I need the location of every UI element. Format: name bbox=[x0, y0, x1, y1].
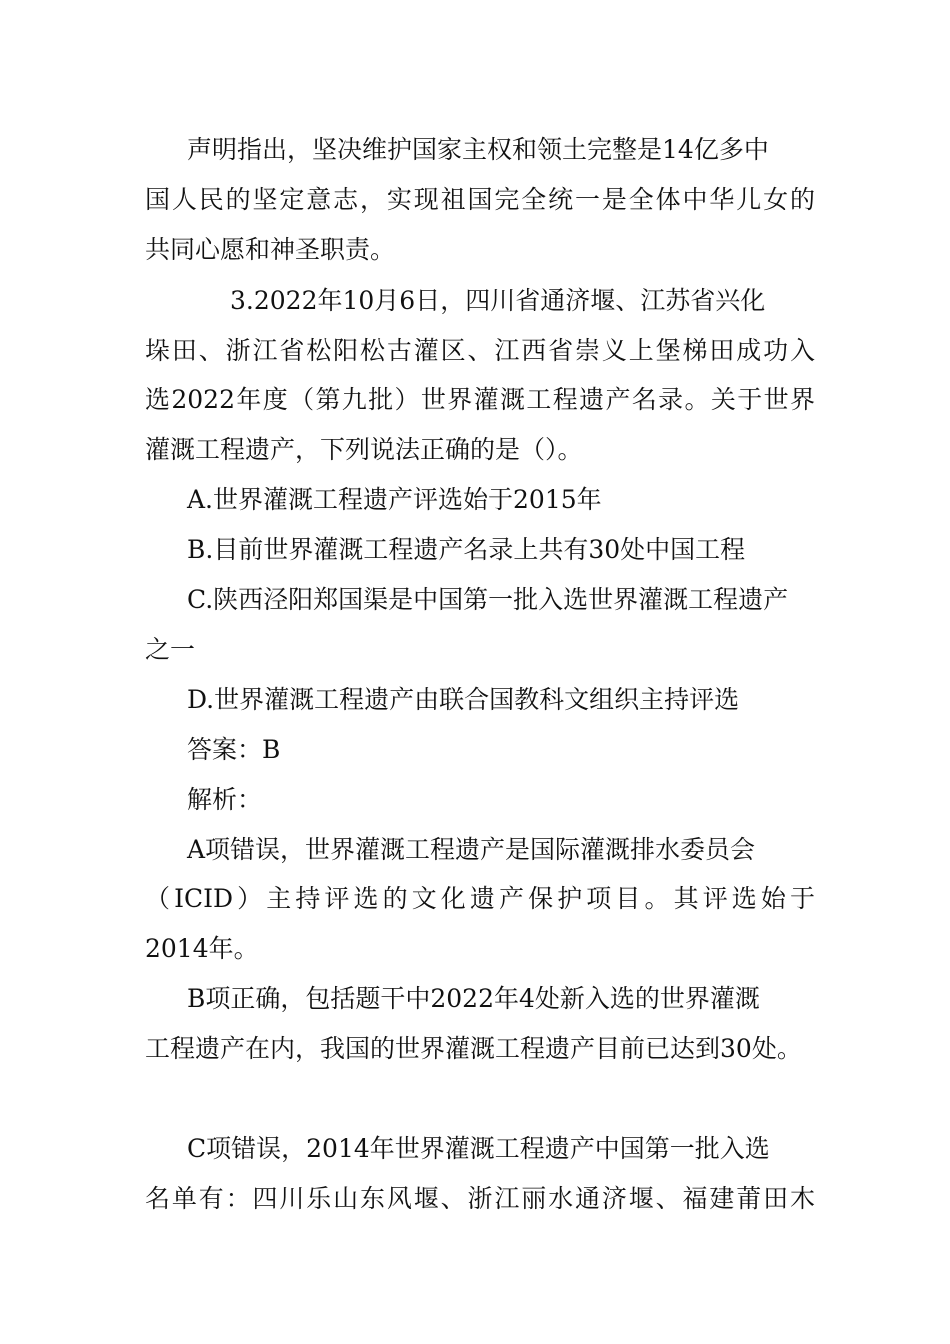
option-b: B.目前世界灌溉工程遗产名录上共有30处中国工程 bbox=[187, 535, 746, 564]
analysis-c-line-2: 名单有：四川乐山东风堰、浙江丽水通济堰、福建莆田木 bbox=[145, 1184, 815, 1213]
question-line-3: 选2022年度（第九批）世界灌溉工程遗产名录。关于世界 bbox=[145, 385, 815, 414]
question-line-4: 灌溉工程遗产，下列说法正确的是（）。 bbox=[145, 435, 583, 464]
option-c-line-2: 之一 bbox=[145, 635, 196, 664]
statement-line-2: 国人民的坚定意志，实现祖国完全统一是全体中华儿女的 bbox=[145, 185, 815, 214]
analysis-a-line-1: A项错误，世界灌溉工程遗产是国际灌溉排水委员会 bbox=[187, 835, 756, 864]
answer: 答案：B bbox=[187, 735, 281, 764]
analysis-a-line-2: （ICID）主持评选的文化遗产保护项目。其评选始于 bbox=[145, 884, 815, 913]
question-line-2: 垛田、浙江省松阳松古灌区、江西省崇义上堡梯田成功入 bbox=[145, 336, 815, 365]
analysis-b-line-2: 工程遗产在内，我国的世界灌溉工程遗产目前已达到30处。 bbox=[145, 1034, 802, 1063]
statement-line-3: 共同心愿和神圣职责。 bbox=[145, 235, 396, 264]
question-line-1: 3.2022年10月6日，四川省通济堰、江苏省兴化 bbox=[230, 286, 766, 315]
analysis-a-line-3: 2014年。 bbox=[145, 934, 259, 963]
option-a: A.世界灌溉工程遗产评选始于2015年 bbox=[187, 485, 602, 514]
option-d: D.世界灌溉工程遗产由联合国教科文组织主持评选 bbox=[187, 685, 740, 714]
statement-line-1: 声明指出，坚决维护国家主权和领土完整是14亿多中 bbox=[187, 135, 769, 164]
analysis-b-line-1: B项正确，包括题干中2022年4处新入选的世界灌溉 bbox=[187, 984, 760, 1013]
option-c-line-1: C.陕西泾阳郑国渠是中国第一批入选世界灌溉工程遗产 bbox=[187, 585, 789, 614]
analysis-c-line-1: C项错误，2014年世界灌溉工程遗产中国第一批入选 bbox=[187, 1134, 770, 1163]
analysis-label: 解析： bbox=[187, 785, 263, 814]
